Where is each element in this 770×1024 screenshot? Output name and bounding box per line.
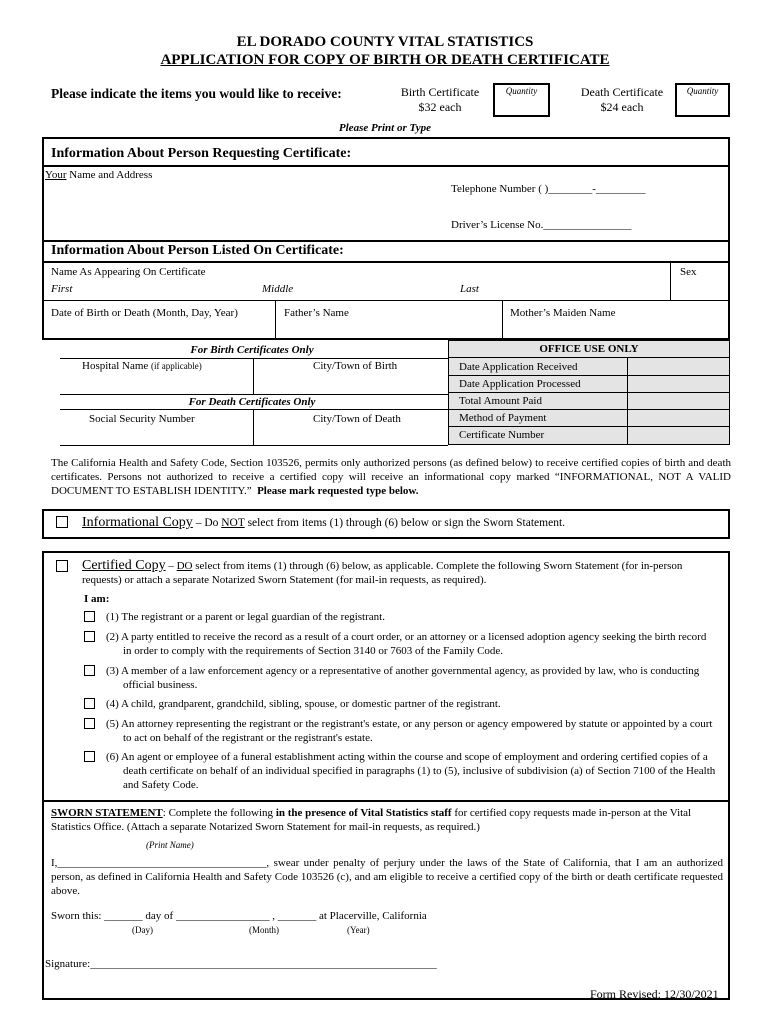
item-6-text: (6) An agent or employee of a funeral establishment acting within the course and scope of employment and ordering certified copies of a death certificate on behalf of an individual specified in paragraphs (1) to (5), inclusive of subdivision (a) of Section 7100 of the Health and Safety Code. xyxy=(106,751,716,791)
office-row-payment: Method of Payment xyxy=(459,412,547,424)
requester-name-address-field[interactable] xyxy=(45,168,152,182)
your-label: Your xyxy=(45,169,67,181)
informational-dash: – Do xyxy=(192,517,222,529)
sex-field[interactable]: Sex xyxy=(680,266,697,278)
item-2-text: (2) A party entitled to receive the record as a result of a court order, or an attorney or a licensed adoption agency seeking the birth record in order to comply with the requirements of Section 3140 or 7603 of the Family Code. xyxy=(106,631,707,657)
divider xyxy=(60,409,448,410)
ssn-field[interactable]: Social Security Number xyxy=(89,413,195,425)
informational-not: NOT xyxy=(221,517,245,529)
divider xyxy=(275,300,276,340)
divider xyxy=(448,409,730,410)
name-on-cert-label: Name As Appearing On Certificate xyxy=(51,266,206,278)
signature-field[interactable]: Signature:_______________________________________________________________ xyxy=(45,958,437,970)
mother-maiden-name-field[interactable]: Mother’s Maiden Name xyxy=(510,307,616,319)
form-revised-date: Form Revised: 12/30/2021 xyxy=(590,987,719,1001)
sworn-bold: in the presence of Vital Statistics staff xyxy=(275,807,452,819)
sworn-statement-title: SWORN STATEMENT xyxy=(51,807,163,819)
first-name-field[interactable]: First xyxy=(51,283,73,295)
requester-section-title: Information About Person Requesting Certificate: xyxy=(51,146,352,161)
divider xyxy=(627,357,628,445)
birth-cert-price: $32 each xyxy=(418,100,462,114)
telephone-field[interactable]: Telephone Number ( )________-_________ xyxy=(451,183,646,195)
form-title-agency: EL DORADO COUNTY VITAL STATISTICS xyxy=(236,34,534,50)
certified-copy-checkbox[interactable] xyxy=(56,560,68,572)
divider xyxy=(43,165,729,167)
certified-copy-label xyxy=(82,559,722,587)
birth-only-title: For Birth Certificates Only xyxy=(190,344,314,356)
sworn-statement-instructions xyxy=(51,806,723,834)
informational-rest: select from items (1) through (6) below or sign the Sworn Statement. xyxy=(244,517,566,529)
i-am-label: I am: xyxy=(84,593,110,605)
office-row-cert-number: Certificate Number xyxy=(459,429,545,441)
hospital-label: Hospital Name xyxy=(82,360,149,372)
sworn-text-1: : Complete the following xyxy=(162,807,276,819)
day-caption: (Day) xyxy=(132,925,153,935)
sworn-text-2: for certified copy requests made in-person at the Vital Statistics Office. (Attach a separate Notarized Sworn Statement for mail-in requests, as required.) xyxy=(51,807,692,833)
item-3-text: (3) A member of a law enforcement agency or a representative of another governmental agency, as provided by law, who is conducting official business. xyxy=(106,665,700,691)
print-note: Please Print or Type xyxy=(338,122,432,134)
item-4-text: (4) A child, grandparent, grandchild, sibling, spouse, or domestic partner of the registrant. xyxy=(106,698,501,710)
notice-text: The California Health and Safety Code, Section 103526, permits only authorized persons (as defined below) to receive certified copies of birth and death certificates. Persons not authorized to receive a certified copy will receive an informational copy marked “INFORMATIONAL, NOT A VALID DOCUMENT TO ESTABLISH IDENTITY.” xyxy=(51,457,731,497)
birth-quantity-label: Quantity xyxy=(505,86,538,96)
item-6-checkbox[interactable] xyxy=(84,751,95,762)
birth-quantity-field[interactable] xyxy=(493,83,550,117)
drivers-license-field[interactable]: Driver’s License No.________________ xyxy=(451,219,632,231)
hospital-note: (if applicable) xyxy=(151,361,202,371)
city-of-death-field[interactable]: City/Town of Death xyxy=(313,413,401,425)
divider xyxy=(253,358,254,394)
death-cert-price: $24 each xyxy=(600,100,644,114)
last-name-field[interactable]: Last xyxy=(460,283,479,295)
sworn-date-line[interactable]: Sworn this: _______ day of _________________ , _______ at Placerville, California xyxy=(51,910,427,922)
divider xyxy=(502,300,503,340)
item-4-checkbox[interactable] xyxy=(84,698,95,709)
office-row-processed: Date Application Processed xyxy=(459,378,581,390)
divider xyxy=(43,800,729,802)
office-row-amount: Total Amount Paid xyxy=(459,395,542,407)
death-cert-name: Death Certificate xyxy=(580,85,664,99)
item-3-checkbox[interactable] xyxy=(84,665,95,676)
father-name-field[interactable]: Father’s Name xyxy=(284,307,349,319)
date-of-birth-field[interactable]: Date of Birth or Death (Month, Day, Year) xyxy=(51,307,238,319)
divider xyxy=(448,375,730,376)
informational-copy-label xyxy=(82,515,565,531)
divider xyxy=(253,409,254,445)
name-address-label: Name and Address xyxy=(66,169,153,181)
order-prompt: Please indicate the items you would like to receive: xyxy=(51,86,342,101)
divider xyxy=(43,300,729,301)
certified-rest: select from items (1) through (6) below, as applicable. Complete the following Sworn Statement (for in-person requests) or attach a separate Notarized Sworn Statement (for mail-in requests, as required). xyxy=(82,560,683,586)
oath-paragraph xyxy=(51,856,723,898)
item-1-text: (1) The registrant or a parent or legal guardian of the registrant. xyxy=(106,611,385,623)
notice-instruction: Please mark requested type below. xyxy=(257,485,419,497)
form-title: APPLICATION FOR COPY OF BIRTH OR DEATH CERTIFICATE xyxy=(160,52,610,68)
item-5-text: (5) An attorney representing the registrant or the registrant's estate, or any person or agency empowered by statute or appointed by a court to act on behalf of the registrant or the registrant's estate. xyxy=(106,718,713,744)
print-name-field[interactable]: I,______________________________________, xyxy=(51,857,270,869)
informational-copy-checkbox[interactable] xyxy=(56,516,68,528)
hospital-name-field[interactable] xyxy=(82,359,202,373)
year-caption: (Year) xyxy=(347,925,370,935)
office-row-received: Date Application Received xyxy=(459,361,578,373)
print-name-caption: (Print Name) xyxy=(146,840,194,850)
item-2-checkbox[interactable] xyxy=(84,631,95,642)
divider xyxy=(670,262,671,300)
informational-copy-title: Informational Copy xyxy=(82,515,193,530)
birth-cert-name: Birth Certificate xyxy=(400,85,480,99)
item-5-checkbox[interactable] xyxy=(84,718,95,729)
death-only-title: For Death Certificates Only xyxy=(188,396,316,408)
death-quantity-label: Quantity xyxy=(686,86,719,96)
birth-cert-label xyxy=(386,85,494,115)
divider xyxy=(448,357,730,358)
month-caption: (Month) xyxy=(249,925,279,935)
listed-section-title: Information About Person Listed On Certificate: xyxy=(51,243,344,258)
divider xyxy=(43,261,729,263)
divider xyxy=(60,445,448,446)
certified-copy-title: Certified Copy xyxy=(82,558,166,573)
divider xyxy=(448,392,730,393)
notice-paragraph xyxy=(51,456,731,498)
certified-do: DO xyxy=(176,560,193,572)
item-1-checkbox[interactable] xyxy=(84,611,95,622)
oath-text: swear under penalty of perjury under the laws of the State of California, that I am an authorized person, as defined in California Health and Safety Code 103526 (c), and am eligible to receive a certified copy of the birth or death certificate requested above. xyxy=(51,857,723,897)
divider xyxy=(448,426,730,427)
office-use-title: OFFICE USE ONLY xyxy=(539,343,639,355)
death-cert-label xyxy=(570,85,674,115)
certified-dash: – xyxy=(165,560,177,572)
death-quantity-field[interactable] xyxy=(675,83,730,117)
city-of-birth-field[interactable]: City/Town of Birth xyxy=(313,360,398,372)
middle-name-field[interactable]: Middle xyxy=(262,283,294,295)
